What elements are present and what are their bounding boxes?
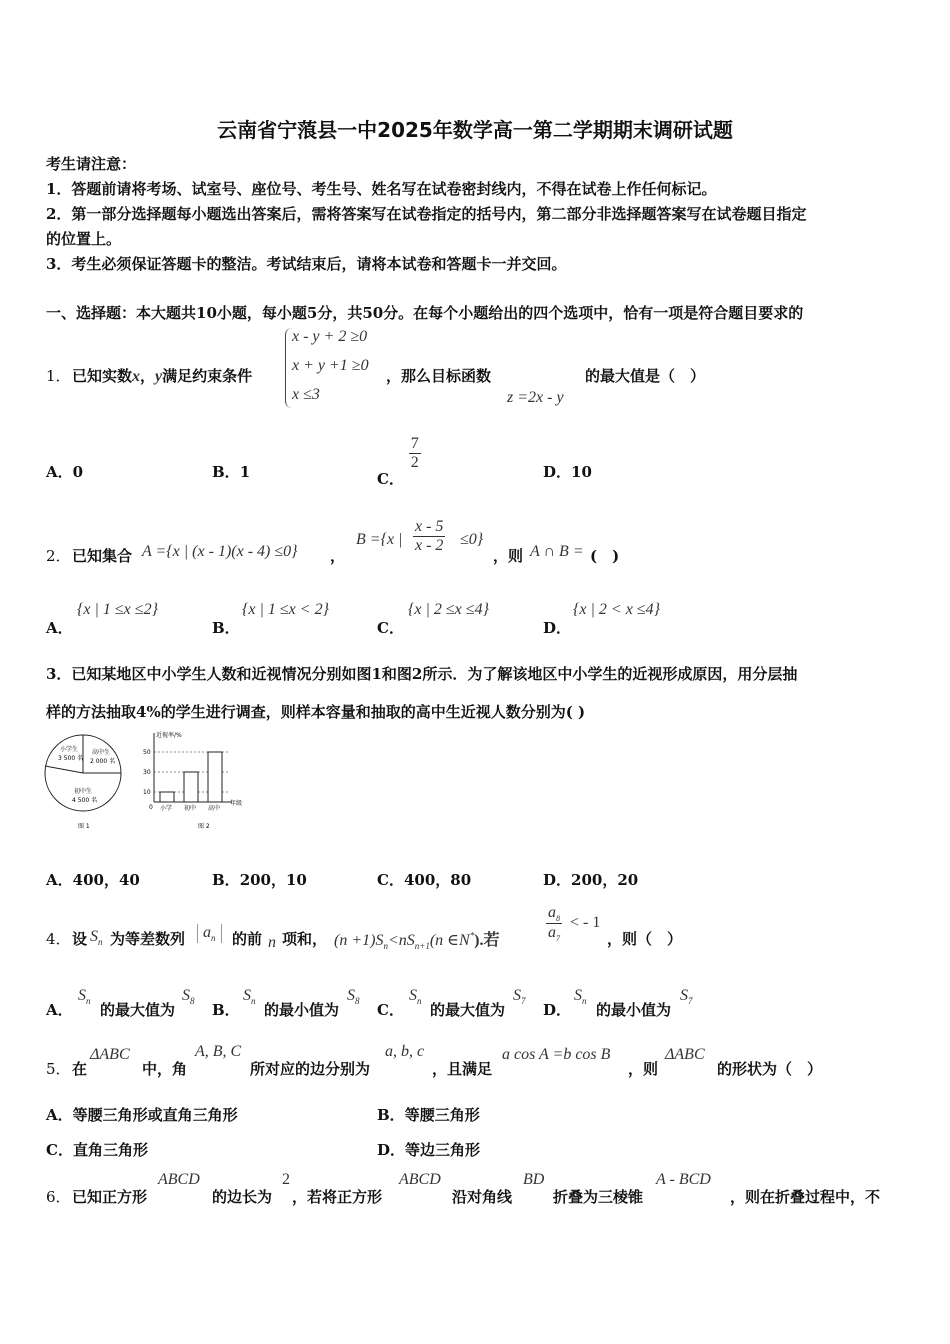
option-d-text: 的最小值为	[596, 1001, 672, 1019]
option-c-value: {x | 2 ≤x ≤4}	[408, 601, 489, 618]
option-d-value: $S_7$	[680, 987, 693, 1007]
y-tick-label: 0	[149, 804, 153, 811]
question-text: ，且满足	[432, 1060, 493, 1078]
x-tick-label: 高中	[208, 805, 221, 812]
option-c-value: $S_7$	[513, 987, 526, 1007]
question-text: 已知正方形	[72, 1188, 148, 1206]
option-a-value: $S_8$	[182, 987, 195, 1007]
option-b-value: $S_8$	[347, 987, 360, 1007]
option-a[interactable]: A．0	[46, 463, 84, 481]
square: ABCD	[158, 1171, 200, 1188]
set-a: A ={x | (x - 1)(x - 4) ≤0}	[142, 543, 298, 560]
square: ABCD	[399, 1171, 441, 1188]
question-text: 已知集合	[72, 547, 133, 565]
figure-1-pie	[42, 733, 132, 833]
question-text: 为等差数列	[110, 930, 186, 948]
question-text: 折叠为三棱锥	[553, 1188, 644, 1206]
bar	[184, 772, 198, 802]
notice-item: 2．第一部分选择题每小题选出答案后，需将答案写在试卷指定的括号内，第二部分非选择题答案写在试卷题目指定	[46, 205, 807, 223]
angles: A, B, C	[195, 1043, 242, 1060]
pie-label: 初中生	[74, 788, 93, 795]
page-title: 云南省宁蒗县一中2025年数学高一第二学期期末调研试题	[217, 118, 733, 142]
option-d-value: {x | 2 < x ≤4}	[573, 601, 660, 618]
option-c[interactable]: C． $\frac{7}{2}$	[377, 435, 419, 488]
option-c[interactable]: C．	[377, 1001, 404, 1019]
constraint-3: x ≤3	[292, 386, 320, 403]
question-text: 项和，	[282, 930, 328, 948]
question-text: 已知实数x，y满足约束条件	[72, 367, 253, 385]
option-b-text: 的最小值为	[264, 1001, 340, 1019]
bar	[208, 752, 222, 802]
set-b-fraction: $\frac{x - 5}{x - 2}$	[415, 518, 444, 554]
option-b-sn: $S_n$	[243, 987, 256, 1007]
pie-divider	[45, 766, 83, 773]
option-c-text: 的最大值为	[430, 1001, 506, 1019]
question-text: 沿对角线	[452, 1188, 513, 1206]
option-b[interactable]: B．200，10	[212, 871, 307, 889]
option-a[interactable]: A．	[46, 619, 73, 637]
option-d-sn: $S_n$	[574, 987, 587, 1007]
option-b-value: {x | 1 ≤x < 2}	[242, 601, 329, 618]
ratio-bound: < - 1	[570, 914, 601, 931]
math-n: n	[268, 934, 276, 951]
sides: a, b, c	[385, 1043, 425, 1060]
y-tick-label: 10	[143, 789, 151, 796]
ratio: $\frac{a_8}{a_7}$	[548, 904, 560, 944]
question-text: 在	[72, 1060, 88, 1078]
pie-label: 3 500 名	[58, 755, 84, 762]
constraint-1: x - y + 2 ≥0	[292, 328, 368, 345]
question-text: 的最大值是（ ）	[585, 367, 706, 385]
notice-item: 3．考生必须保证答题卡的整洁。考试结束后，请将本试卷和答题卡一并交回。	[46, 255, 567, 273]
x-tick-label: 小学	[160, 805, 173, 812]
option-a-sn: $S_n$	[78, 987, 91, 1007]
option-a-value: {x | 1 ≤x ≤2}	[77, 601, 158, 618]
option-b[interactable]: B．	[212, 1001, 240, 1019]
question-text: 所对应的边分别为	[250, 1060, 371, 1078]
figure-caption: 图 2	[198, 823, 210, 830]
option-d[interactable]: D．10	[543, 463, 592, 481]
constraint-brace	[285, 328, 292, 408]
section-heading: 一、选择题：本大题共10小题，每小题5分，共50分。在每个小题给出的四个选项中，恰有一项是符合题目要求的	[46, 304, 804, 322]
option-b[interactable]: B．1	[212, 463, 251, 481]
math-sn: $S_n$	[90, 928, 103, 948]
question-text: 设	[72, 930, 88, 948]
option-d[interactable]: D．	[543, 1001, 572, 1019]
question-number: 6．	[46, 1188, 71, 1206]
intersection: A ∩ B =	[530, 543, 584, 560]
figure-2-bar-chart	[140, 728, 250, 833]
diagonal: BD	[523, 1171, 545, 1188]
triangle: ΔABC	[665, 1046, 705, 1063]
pie-label: 2 000 名	[90, 758, 116, 765]
pie-label: 小学生	[60, 746, 79, 753]
pie-label: 4 500 名	[72, 797, 98, 804]
question-number: 5．	[46, 1060, 71, 1078]
option-a[interactable]: A．	[46, 1001, 73, 1019]
question-text: 的前	[232, 930, 263, 948]
question-text: ，那么目标函数	[386, 367, 492, 385]
question-text: ，则在折叠过程中，不	[730, 1188, 881, 1206]
option-c[interactable]: C．400，80	[377, 871, 472, 889]
option-c[interactable]: C．	[377, 619, 404, 637]
figure-caption: 图 1	[78, 823, 90, 830]
question-text: ，则（ ）	[607, 930, 683, 948]
bar	[160, 792, 174, 802]
option-c-sn: $S_n$	[409, 987, 422, 1007]
y-tick-label: 50	[143, 749, 151, 756]
question-text: 的边长为	[212, 1188, 273, 1206]
constraint-2: x + y +1 ≥0	[292, 357, 369, 374]
question-text: 中，角	[142, 1060, 188, 1078]
notice-item: 1．答题前请将考场、试室号、座位号、考生号、姓名写在试卷密封线内，不得在试卷上作任何标记。	[46, 180, 717, 198]
question-number: 2．	[46, 547, 71, 565]
triangle: ΔABC	[90, 1046, 130, 1063]
objective-function: z =2x - y	[507, 389, 564, 406]
pyramid: A - BCD	[656, 1171, 711, 1188]
x-tick-label: 初中	[184, 805, 197, 812]
option-a[interactable]: A．等腰三角形或直角三角形	[46, 1106, 238, 1124]
side-length: 2	[282, 1171, 290, 1188]
y-tick-label: 30	[143, 769, 151, 776]
question-text: ，若将正方形	[292, 1188, 383, 1206]
question-text: ，	[330, 547, 346, 565]
question-text: 3．已知某地区中小学生人数和近视情况分别如图1和图2所示．为了解该地区中小学生的近视形成原因，用分层抽	[46, 665, 798, 683]
condition: a cos A =b cos B	[502, 1046, 611, 1063]
option-d[interactable]: D．等边三角形	[377, 1141, 481, 1159]
option-d[interactable]: D．200，20	[543, 871, 639, 889]
question-text: ，则	[628, 1060, 659, 1078]
option-b[interactable]: B．	[212, 619, 240, 637]
y-axis-label: 近视率/%	[156, 732, 182, 739]
question-text: ( )	[590, 547, 620, 565]
question-number: 1．	[46, 367, 71, 385]
math-an: $a_n$	[197, 924, 222, 943]
question-text: 样的方法抽取4%的学生进行调查，则样本容量和抽取的高中生近视人数分别为( )	[46, 703, 586, 721]
set-b-prefix: B ={x |	[356, 531, 403, 548]
pie-label: 高中生	[92, 749, 111, 756]
set-b-suffix: ≤0}	[460, 531, 484, 548]
option-b[interactable]: B．等腰三角形	[377, 1106, 480, 1124]
question-text: ，则	[493, 547, 524, 565]
inequality: $(n +1)S_n<nS_{n+1}(n$ ∈N*).若	[334, 930, 500, 952]
option-a[interactable]: A．400，40	[46, 871, 140, 889]
option-a-text: 的最大值为	[100, 1001, 176, 1019]
notice-heading: 考生请注意：	[46, 155, 137, 173]
x-axis-label: 年级	[230, 800, 243, 807]
notice-item: 的位置上。	[46, 230, 122, 248]
question-text: 的形状为（ ）	[717, 1060, 823, 1078]
question-number: 4．	[46, 930, 71, 948]
option-d[interactable]: D．	[543, 619, 572, 637]
option-c[interactable]: C．直角三角形	[46, 1141, 148, 1159]
